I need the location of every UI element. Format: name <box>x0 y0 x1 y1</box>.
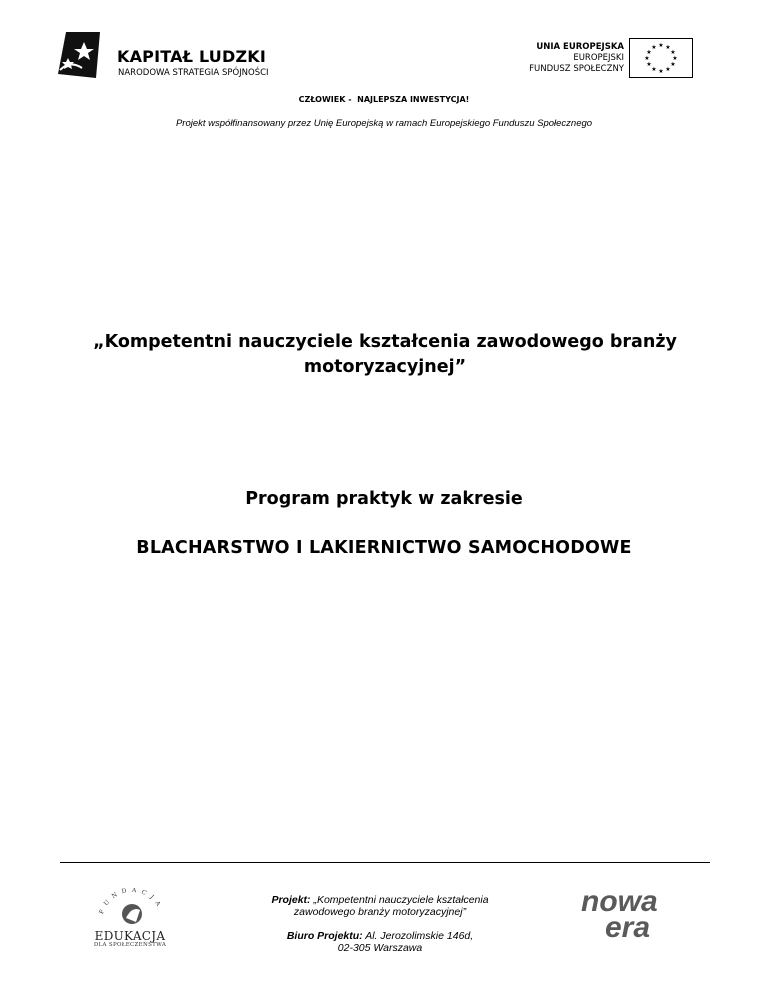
kapital-ludzki-logo-icon <box>56 30 102 80</box>
svg-text:★: ★ <box>672 55 678 62</box>
footer-divider <box>60 862 710 863</box>
svg-text:★: ★ <box>646 61 652 68</box>
edu-name: EDUKACJA <box>94 929 166 943</box>
eu-flag-icon <box>629 38 693 78</box>
nowa-era-logo-icon <box>575 885 675 945</box>
svg-text:★: ★ <box>658 42 664 49</box>
svg-text:★: ★ <box>658 68 664 75</box>
edu-arc-text: FUNDACJA <box>98 888 165 916</box>
office-label: Biuro Projektu: <box>286 930 363 942</box>
office-value-1: Al. Jerozolimskie 146d, <box>365 930 474 942</box>
eu-line-3: FUNDUSZ SPOŁECZNY <box>529 64 624 74</box>
eu-line-2: EUROPEJSKI <box>573 53 624 63</box>
footer-project-info <box>240 894 520 954</box>
project-value-2: zawodowego branży motoryzacyjnej” <box>293 906 467 918</box>
nowaera-line-2: era <box>605 911 651 944</box>
project-value-1: „Kompetentni nauczyciele kształcenia <box>313 894 489 906</box>
office-value-2: 02-305 Warszawa <box>337 942 423 954</box>
eu-text-block <box>529 42 624 75</box>
svg-text:★: ★ <box>646 49 652 56</box>
svg-text:★: ★ <box>665 44 671 51</box>
svg-text:★: ★ <box>651 44 657 51</box>
motto-text: CZŁOWIEK - NAJLEPSZA INWESTYCJA! <box>298 95 470 104</box>
project-title: „Kompetentni nauczyciele kształcenia zawodowego branży motoryzacyjnej” <box>93 332 677 377</box>
kapital-ludzki-title: KAPITAŁ LUDZKI <box>117 47 267 66</box>
edu-subtitle: DLA SPOŁECZEŃSTWA <box>93 942 167 948</box>
footer-office-line-1 <box>240 930 520 942</box>
specialty-title: BLACHARSTWO I LAKIERNICTWO SAMOCHODOWE <box>136 538 632 558</box>
program-heading: Program praktyk w zakresie <box>245 489 523 509</box>
eu-line-1: UNIA EUROPEJSKA <box>536 42 624 52</box>
svg-text:★: ★ <box>644 55 650 62</box>
svg-text:★: ★ <box>665 66 671 73</box>
kapital-ludzki-subtitle: NARODOWA STRATEGIA SPÓJNOŚCI <box>118 68 269 78</box>
svg-text:★: ★ <box>670 49 676 56</box>
project-label: Projekt: <box>271 894 311 906</box>
nowaera-line-1: nowa <box>581 885 658 918</box>
svg-text:★: ★ <box>651 66 657 73</box>
cofinance-text: Projekt współfinansowany przez Unię Europejską w ramach Europejskiego Funduszu Społecznego <box>175 118 593 129</box>
svg-text:★: ★ <box>670 61 676 68</box>
footer-project-line-1 <box>240 894 520 906</box>
